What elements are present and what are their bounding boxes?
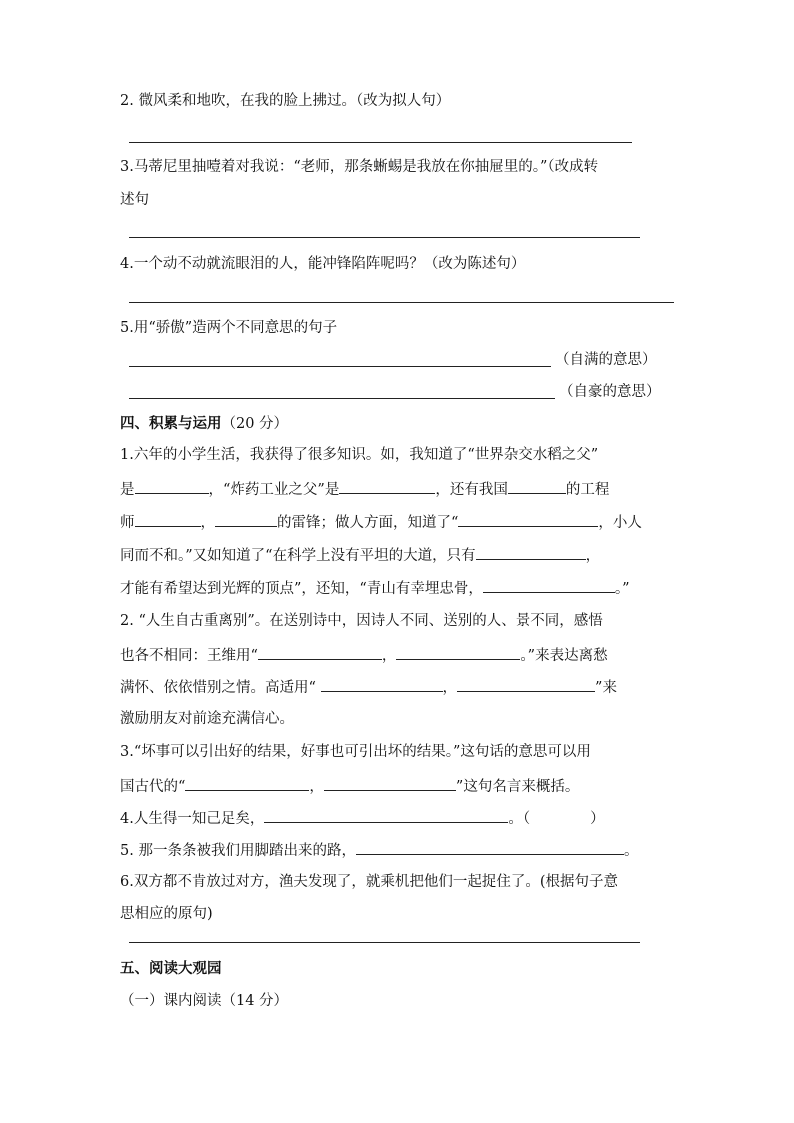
text: ， (200, 515, 215, 531)
text: ，小人 (598, 515, 642, 531)
s4-item-5 (120, 839, 638, 861)
s4-item-6-line2: 思相应的原句) (120, 906, 213, 922)
text: 满怀、依依惜别之情。高适用“ (120, 680, 321, 696)
s4-item-1-line5 (120, 577, 630, 599)
text: 的工程 (565, 482, 610, 498)
q3-item-5-note-2: （自豪的意思） (559, 384, 661, 400)
q3-item-3-line1: 3.马蒂尼里抽噎着对我说：“老师，那条蜥蜴是我放在你抽屉里的。”（改成转 (120, 159, 599, 175)
blank[interactable] (356, 839, 624, 855)
blank[interactable] (457, 676, 595, 692)
section-4-score: （20 分） (221, 416, 289, 432)
section-5-subheading: （一）课内阅读（14 分） (120, 993, 289, 1009)
text: 的雷锋；做人方面，知道了“ (277, 515, 459, 531)
text: 也各不相同：王维用“ (120, 648, 258, 664)
s4-item-3-line1: 3.“坏事可以引出好的结果，好事也可引出坏的结果。”这句话的意思可以用 (120, 744, 591, 760)
s4-item-4 (120, 807, 605, 829)
s4-item-1-line2 (120, 478, 609, 500)
section-5-heading: 五、阅读大观园 (120, 960, 222, 977)
text: 。” (614, 581, 630, 597)
text: 。（ (508, 811, 531, 827)
text: ”来 (595, 680, 617, 696)
section-4-title (120, 414, 288, 434)
s4-item-1-line3 (120, 511, 642, 533)
s4-item-2-line3 (120, 676, 617, 698)
text: ， (381, 648, 397, 664)
text: 4.人生得一知己足矣， (120, 811, 265, 827)
s4-item-2-line4: 激励朋友对前途充满信心。 (120, 711, 294, 727)
blank[interactable] (135, 511, 201, 527)
s4-item-6-line1: 6.双方都不肯放过对方，渔夫发现了，就乘机把他们一起捉住了。(根据句子意 (120, 874, 618, 890)
q3-item-4: 4.一个动不动就流眼泪的人，能冲锋陷阵呢吗？（改为陈述句） (120, 256, 526, 272)
q3-item-3-line2: 述句 (120, 192, 149, 208)
text: ， (585, 548, 601, 564)
blank[interactable] (458, 511, 598, 527)
blank[interactable] (321, 676, 443, 692)
text: ， (442, 680, 458, 696)
text: 国古代的“ (120, 779, 186, 795)
q3-item-5: 5.用“骄傲”造两个不同意思的句子 (120, 320, 338, 336)
s4-item-2-line1: 2. “人生自古重离别”。在送别诗中，因诗人不同、送别的人、景不同，感悟 (120, 613, 603, 629)
blank[interactable] (396, 644, 520, 660)
blank[interactable] (185, 775, 309, 791)
blank[interactable] (508, 478, 566, 494)
blank[interactable] (339, 478, 435, 494)
text: 师 (120, 515, 135, 531)
s4-item-2-line2 (120, 644, 608, 666)
text: 。”来表达离愁 (520, 648, 608, 664)
text: ， (309, 779, 324, 795)
blank[interactable] (483, 577, 615, 593)
section-4-heading: 四、积累与运用 (120, 415, 222, 432)
q3-item-2: 2. 微风柔和地吹，在我的脸上拂过。（改为拟人句） (120, 93, 451, 109)
s4-item-1-line4 (120, 544, 600, 566)
blank[interactable] (135, 478, 209, 494)
answer-line[interactable] (129, 237, 640, 238)
text: 。 (623, 843, 639, 859)
answer-line[interactable] (129, 942, 640, 943)
text: 同而不和。”又如知道了“在科学上没有平坦的大道，只有 (120, 548, 476, 564)
answer-line[interactable] (129, 142, 632, 143)
blank[interactable] (476, 544, 586, 560)
s4-item-3-line2 (120, 775, 579, 797)
text: 5. 那一条条被我们用脚踏出来的路， (120, 843, 356, 859)
answer-line[interactable] (129, 302, 674, 303)
text: ”这句名言来概括。 (455, 779, 580, 795)
blank[interactable] (258, 644, 382, 660)
blank[interactable] (324, 775, 456, 791)
blank[interactable] (215, 511, 277, 527)
answer-line[interactable] (129, 366, 551, 367)
text: ，还有我国 (435, 482, 508, 498)
blank[interactable] (264, 807, 508, 823)
answer-line[interactable] (129, 398, 555, 399)
s4-item-1-line1: 1.六年的小学生活，我获得了很多知识。如，我知道了“世界杂交水稻之父” (120, 447, 599, 463)
q3-item-5-note-1: （自满的意思） (555, 352, 657, 368)
text: ） (590, 811, 605, 827)
text: 才能有希望达到光辉的顶点”，还知，“青山有幸埋忠骨， (120, 581, 483, 597)
text: 是 (120, 482, 135, 498)
text: ，“炸药工业之父”是 (208, 482, 340, 498)
